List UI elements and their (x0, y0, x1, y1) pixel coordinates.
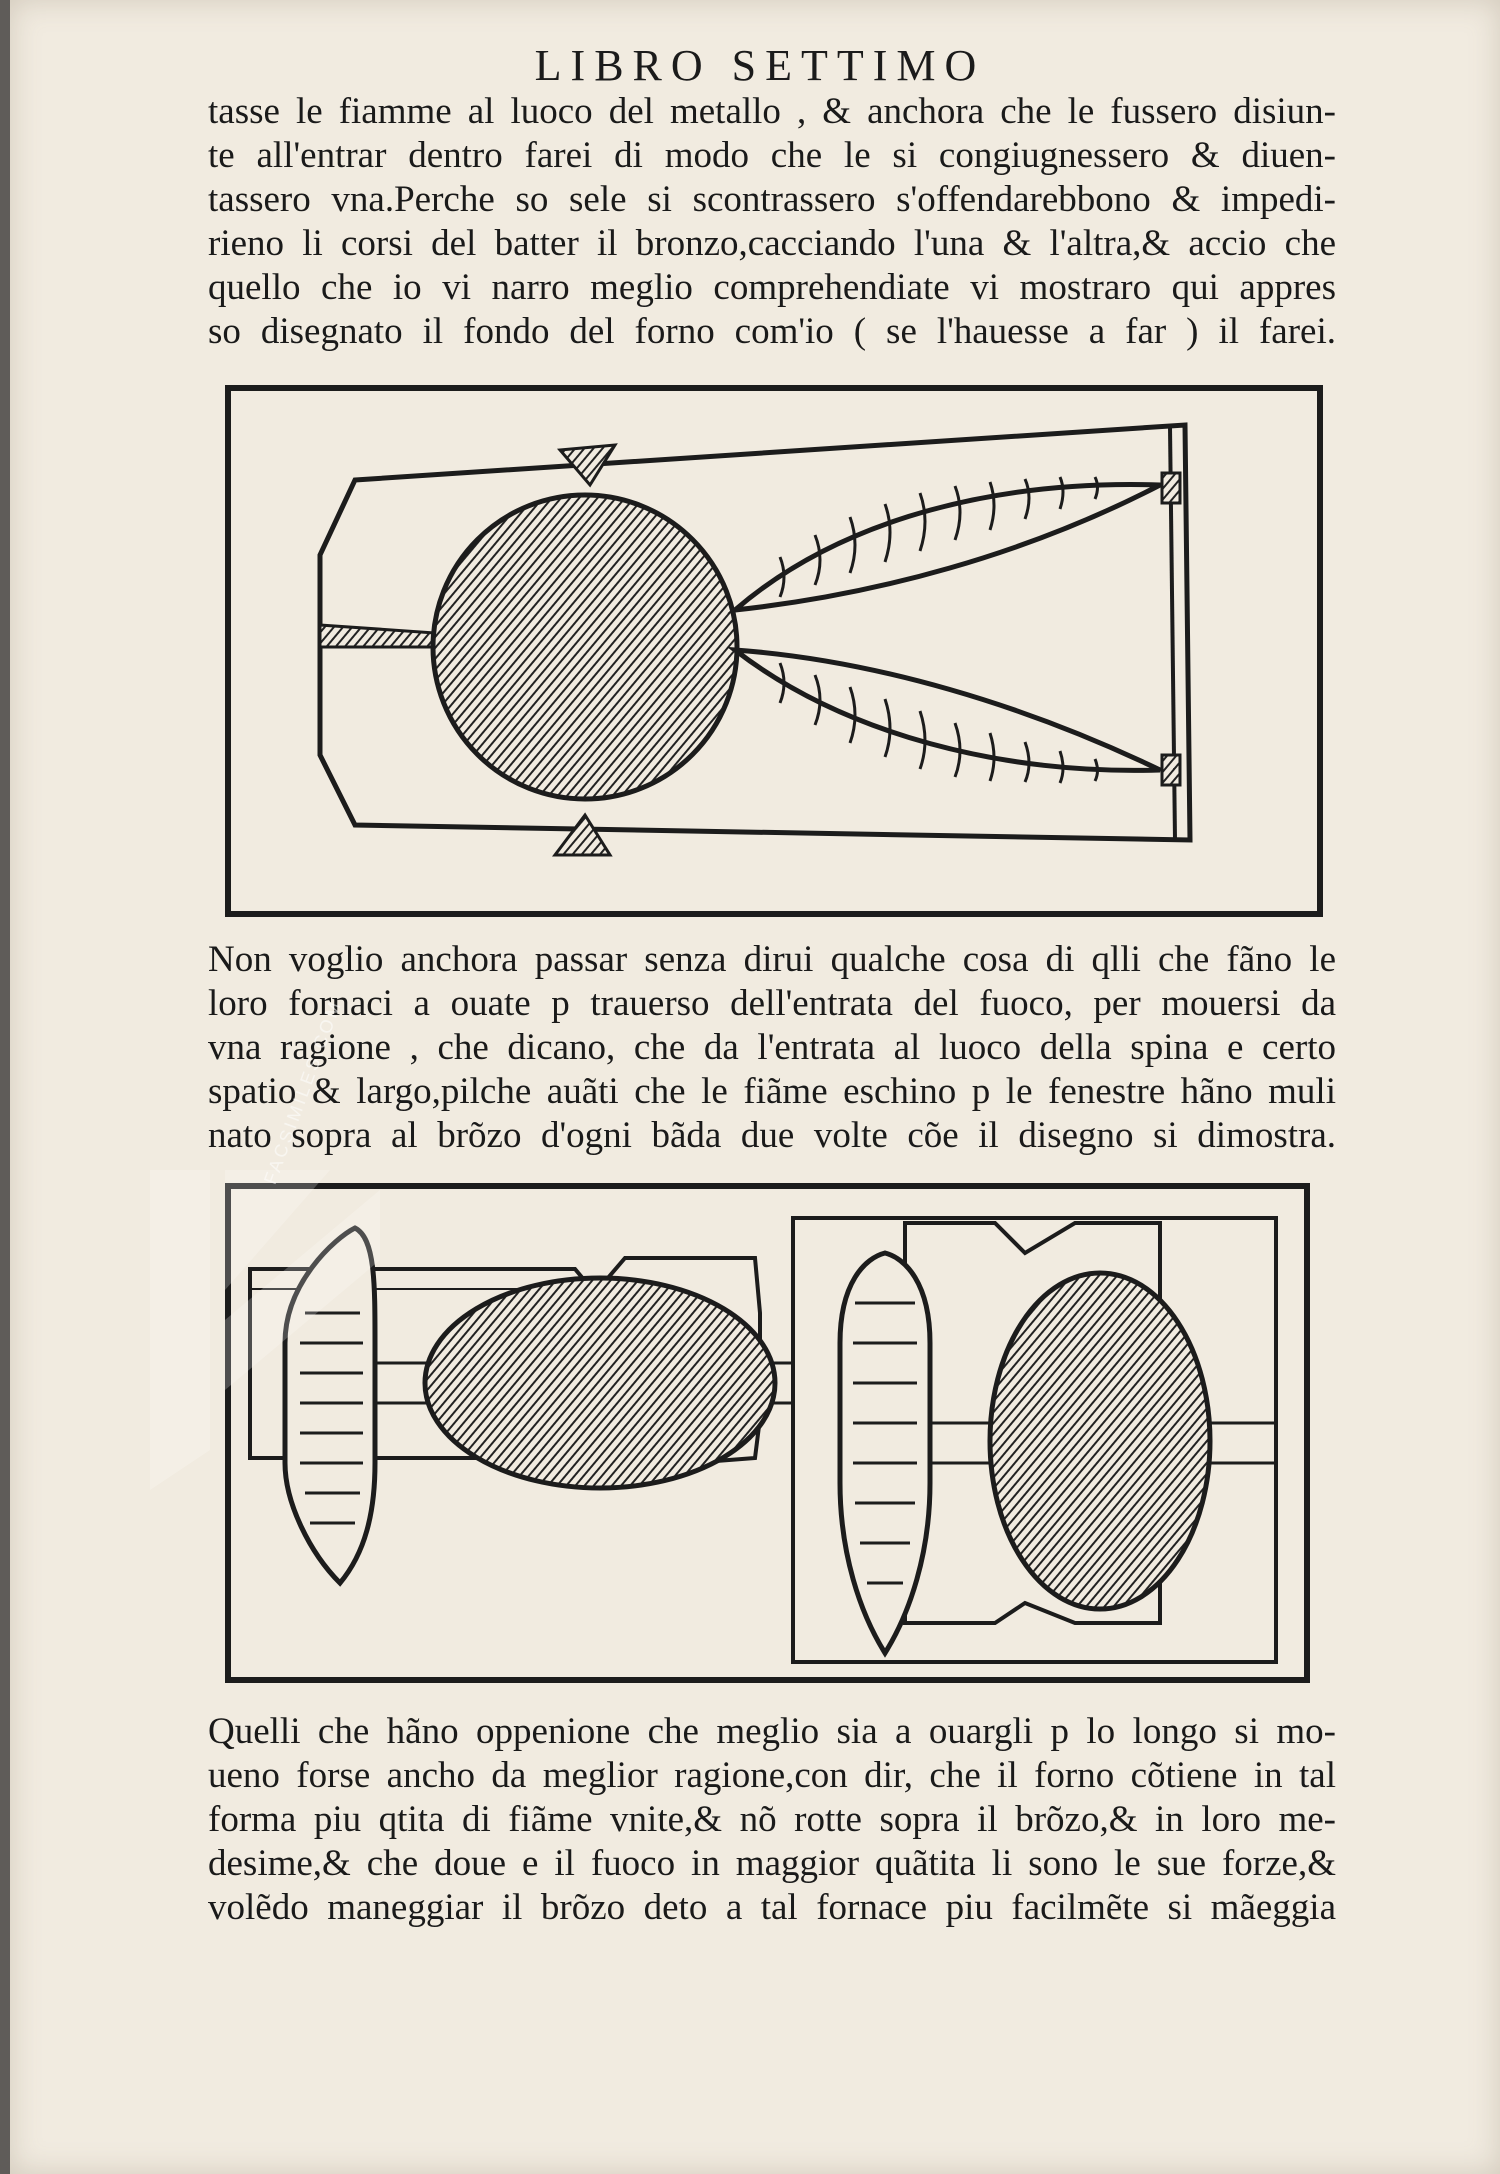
right-flue (840, 1253, 930, 1653)
figure-furnace-floor-round (225, 385, 1325, 920)
paragraph-2 (208, 938, 1336, 1158)
figure-frame (228, 388, 1320, 914)
text-line: loro fornaci a ouate p trauerso dell'entrata del fuoco, per mouersi da (208, 983, 1336, 1024)
text-line: rieno li corsi del batter il bronzo,cacciando l'una & l'altra,& accio che (208, 223, 1336, 264)
text-line: nato sopra al brõzo d'ogni bãda due volte cõe il disegno si dimostra. (208, 1115, 1336, 1156)
text-line: te all'entrar dentro farei di modo che le si congiugnessero & diuen- (208, 135, 1336, 176)
paragraph-1 (208, 90, 1336, 354)
text-line: volẽdo maneggiar il brõzo deto a tal fornace piu facilmẽte si mãeggia (208, 1887, 1336, 1928)
flue-cap-lower (1162, 755, 1180, 785)
watermark-text: FACSIMILES.COM (260, 996, 346, 1187)
text-line: vna ragione , che dicano, che da l'entrata al luoco della spina e certo (208, 1027, 1336, 1068)
text-line: tassero vna.Perche so sele si scontrassero s'offendarebbono & impedi- (208, 179, 1336, 220)
text-line: spatio & largo,pilche auãti che le fiãme eschino p le fenestre hãno muli (208, 1071, 1336, 1112)
page-header: LIBRO SETTIMO (534, 41, 986, 90)
text-line: tasse le fiamme al luoco del metallo , & anchora che le fussero disiun- (208, 91, 1336, 132)
left-bronze-pool (425, 1278, 775, 1488)
fire-channel (320, 625, 435, 647)
text-line: Quelli che hãno oppenione che meglio sia a ouargli p lo longo si mo- (208, 1711, 1336, 1752)
paragraph-3 (208, 1710, 1336, 1930)
text-line: ueno forse ancho da meglior ragione,con dir, che il forno cõtiene in tal (208, 1755, 1336, 1796)
bottom-vent (555, 815, 610, 855)
right-bronze-pool (990, 1273, 1210, 1609)
upper-flue (735, 485, 1160, 610)
text-line: desime,& che doue e il fuoco in maggior quãtita li sono le sue forze,& (208, 1843, 1336, 1884)
book-page (10, 0, 1500, 2174)
text-line: Non voglio anchora passar senza dirui qualche cosa di qlli che fãno le (208, 939, 1336, 980)
text-line: so disegnato il fondo del forno com'io ( se l'hauesse a far ) il farei. (208, 311, 1336, 352)
flue-cap-upper (1162, 473, 1180, 503)
text-line: quello che io vi narro meglio comprehendiate vi mostraro qui appres (208, 267, 1336, 308)
watermark-logo-icon (130, 1150, 410, 1510)
bronze-pool (433, 495, 737, 799)
text-line: forma piu qtita di fiãme vnite,& nõ rotte sopra il brõzo,& in loro me- (208, 1799, 1336, 1840)
lower-flue (735, 650, 1160, 770)
